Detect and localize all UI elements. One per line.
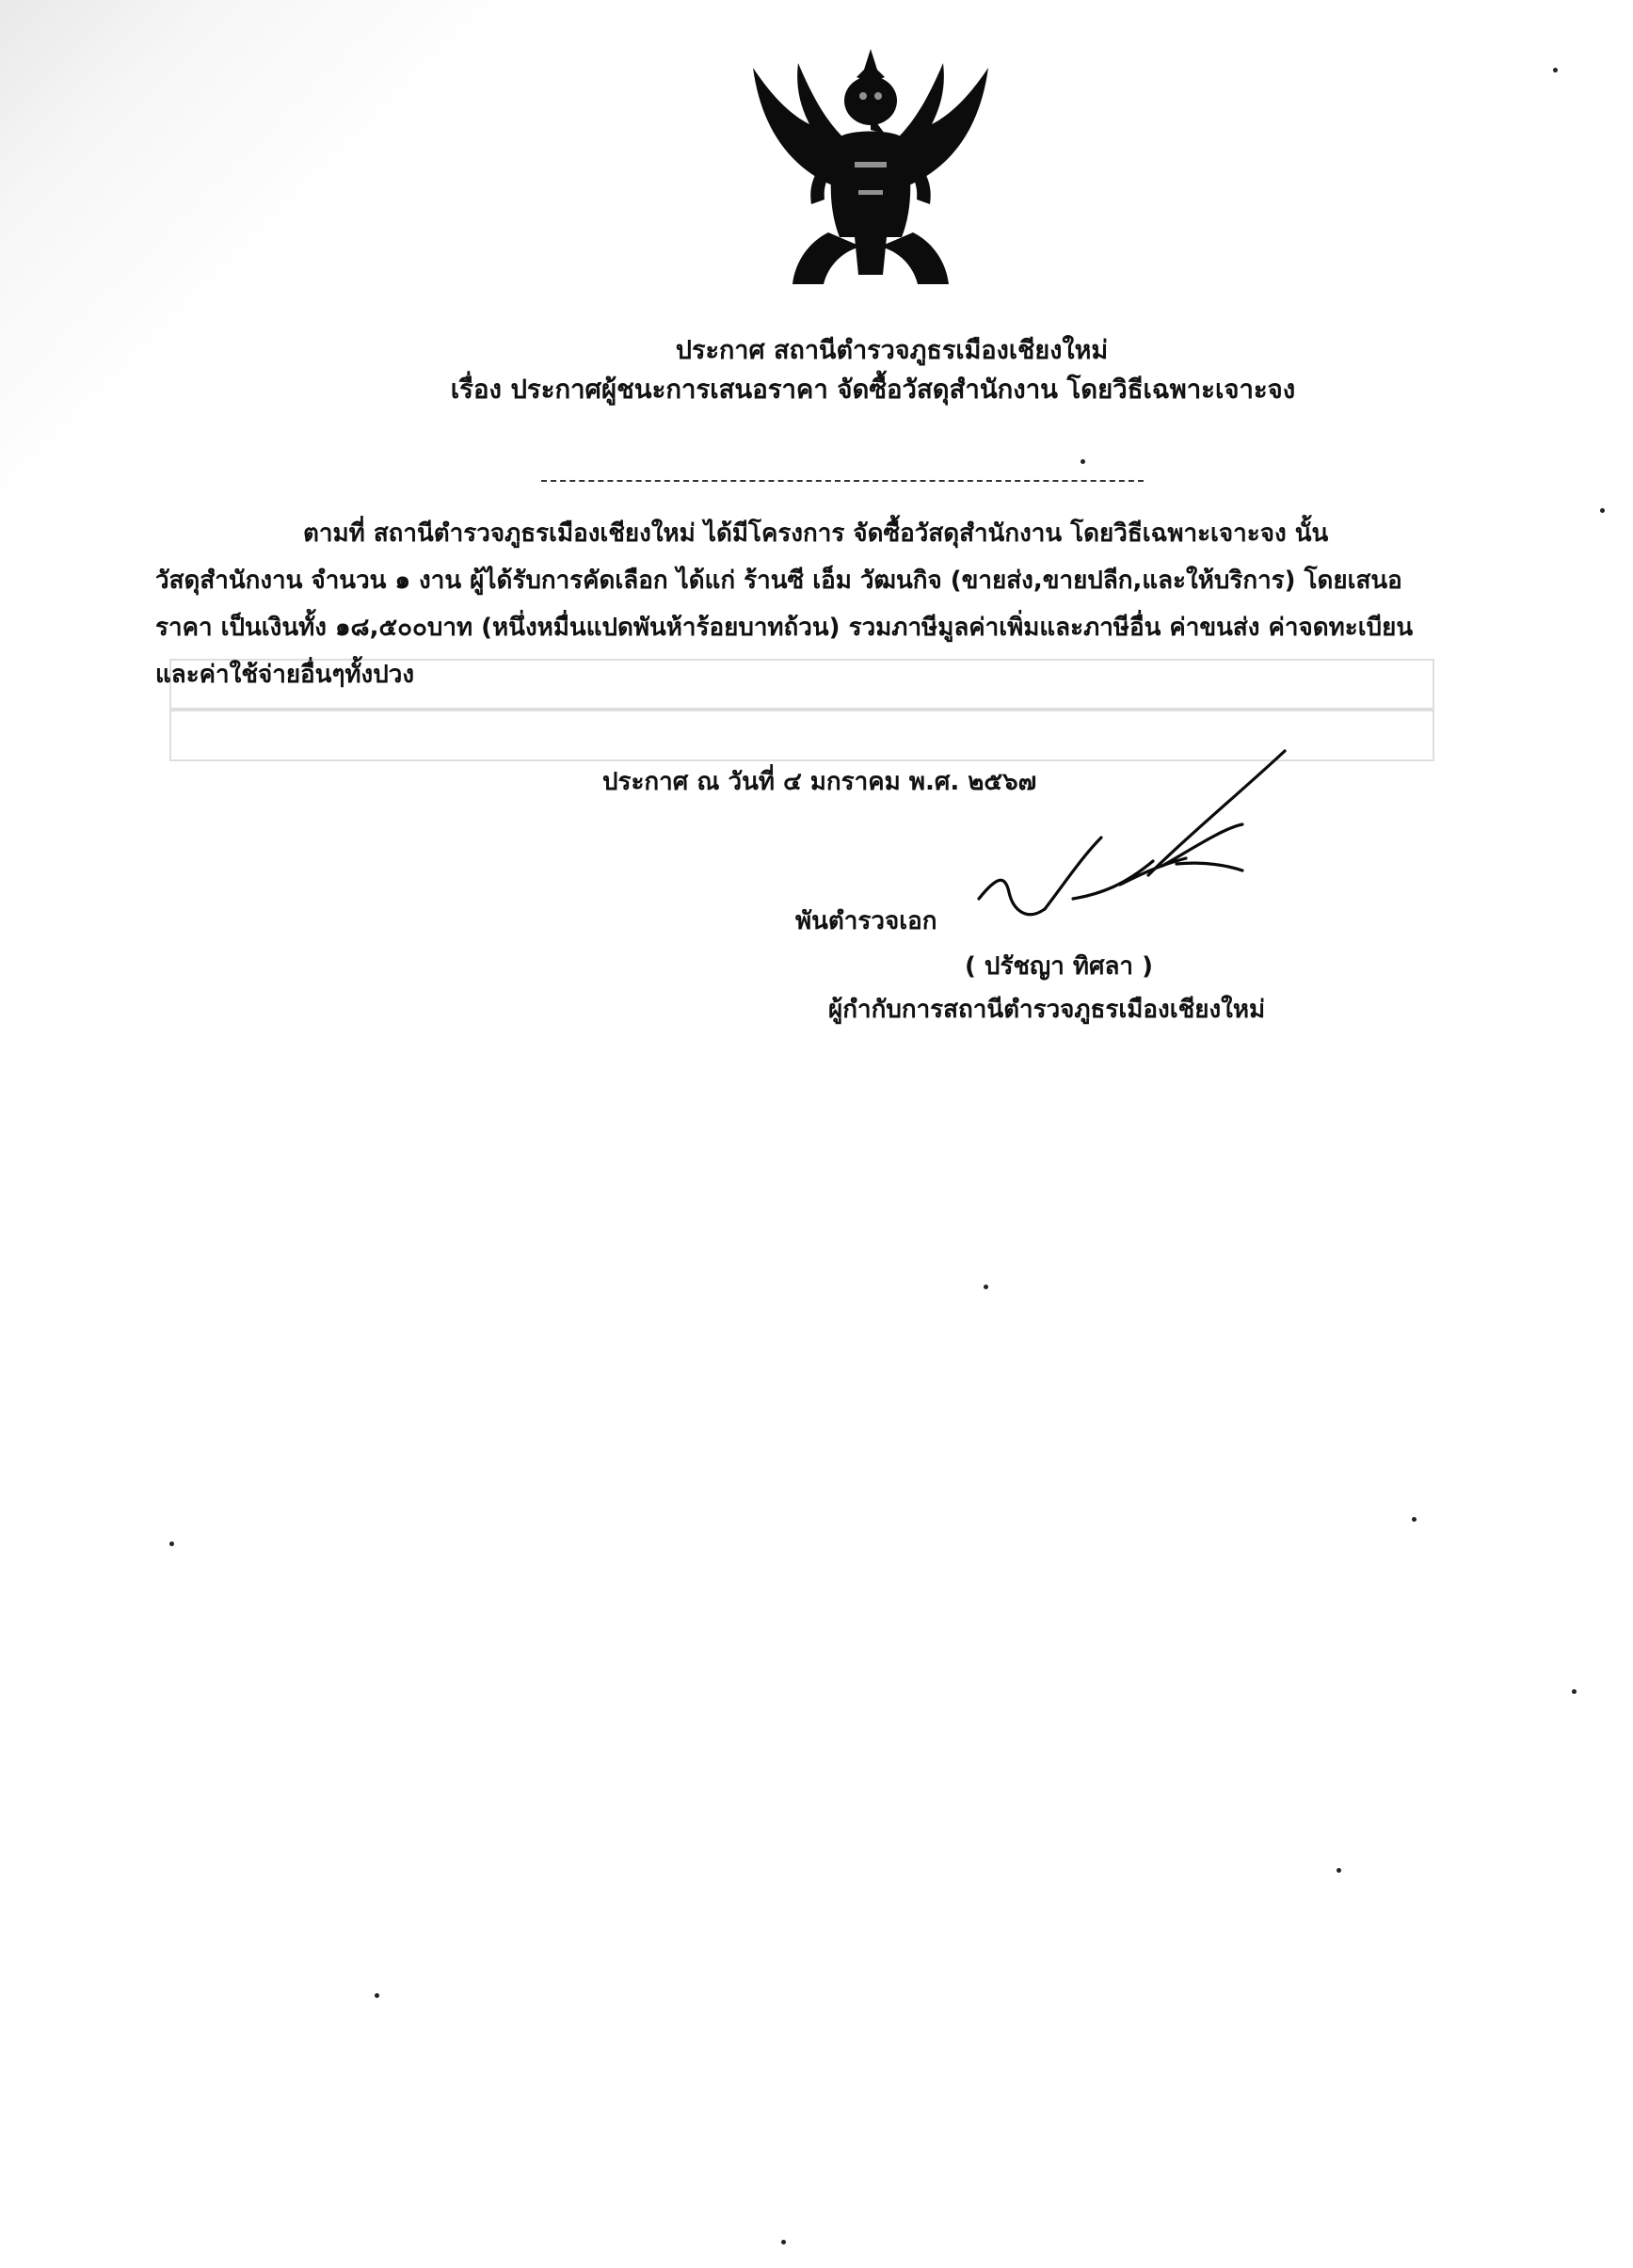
scan-speck [169, 1541, 174, 1546]
signatory-rank: พันตำรวจเอก [795, 907, 937, 935]
scan-speck [984, 1285, 988, 1289]
title-divider [541, 480, 1144, 482]
handwritten-signature [960, 734, 1318, 941]
bleed-through-table-row [169, 708, 1434, 711]
announcement-subject: เรื่อง ประกาศผู้ชนะการเสนอราคา จัดซื้อวัสดุสำนักงาน โดยวิธีเฉพาะเจาะจง [450, 375, 1296, 405]
scan-speck [1337, 1868, 1341, 1873]
announcement-title: ประกาศ สถานีตำรวจภูธรเมืองเชียงใหม่ [675, 336, 1109, 365]
announcement-date: ประกาศ ณ วันที่ ๔ มกราคม พ.ศ. ๒๕๖๗ [602, 768, 1037, 796]
signatory-name: ( ปรัชญา ทิศลา ) [965, 952, 1153, 981]
body-paragraph-line: ตามที่ สถานีตำรวจภูธรเมืองเชียงใหม่ ได้มีโครงการ จัดซื้อวัสดุสำนักงาน โดยวิธีเฉพาะเจาะจง นั้น [303, 519, 1329, 548]
scan-speck [1412, 1517, 1417, 1522]
scan-speck [1572, 1689, 1577, 1694]
scan-speck [1600, 508, 1605, 513]
scan-speck [1553, 68, 1558, 72]
garuda-emblem-icon [734, 49, 1007, 294]
signatory-position: ผู้กำกับการสถานีตำรวจภูธรเมืองเชียงใหม่ [828, 996, 1266, 1024]
scan-speck [781, 2240, 786, 2244]
scan-speck [1081, 459, 1085, 464]
body-paragraph-line: และค่าใช้จ่ายอื่นๆทั้งปวง [155, 661, 415, 689]
body-paragraph-line: วัสดุสำนักงาน จำนวน ๑ งาน ผู้ได้รับการคัดเลือก ได้แก่ ร้านซี เอ็ม วัฒนกิจ (ขายส่ง,ขายปลีก,และให้บริการ) โดยเสนอ [155, 567, 1402, 595]
scan-speck [375, 1993, 379, 1998]
body-paragraph-line: ราคา เป็นเงินทั้ง ๑๘,๕๐๐บาท (หนึ่งหมื่นแปดพันห้าร้อยบาทถ้วน) รวมภาษีมูลค่าเพิ่มและภาษีอื่น ค่าขนส่ง ค่าจดทะเบียน [155, 614, 1414, 642]
